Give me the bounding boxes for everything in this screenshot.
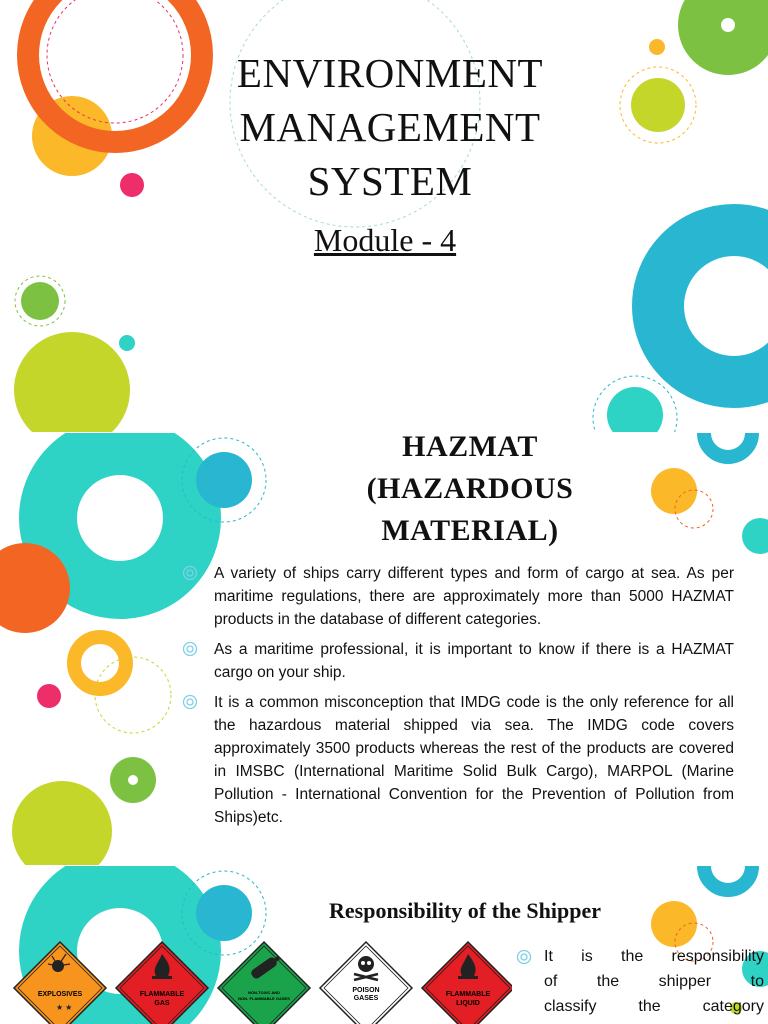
presentation-title — [180, 46, 600, 208]
title-line: HAZMAT — [402, 433, 538, 463]
bullet-text-line: It is the responsibility — [544, 948, 764, 965]
flammable-liquid-sign-diamond — [422, 942, 512, 1024]
bullet-text: A variety of ships carry different types and form of cargo at sea. As per maritime regulations, there are approximately more than 5000 HAZMAT products in the database of different categories. — [214, 565, 734, 628]
sign-label: NON-TOXIC AND — [248, 990, 280, 995]
bullet-text: It is a common misconception that IMDG code is the only reference for all the hazardous material shipped via sea. The IMDG code covers approximately 3500 products whereas the rest of the products are covered in IMSBC (International Maritime Solid Bulk Cargo), MARPOL (Marine Pollution - International Convention for the Prevention of Pollution from Ships)etc. — [214, 694, 734, 826]
flammable-gas-sign-icon — [116, 942, 208, 1024]
sign-label: LIQUID — [456, 1000, 480, 1007]
slide-1 — [0, 0, 768, 432]
bullet-text-line: classify the category — [544, 998, 764, 1015]
sign-label: EXPLOSIVES — [37, 991, 83, 998]
hazard-signs-row — [12, 940, 512, 1024]
shipper-responsibility-title: Responsibility of the Shipper — [329, 898, 601, 923]
non-flammable-gas-sign-diamond — [218, 942, 310, 1024]
poison-gas-sign-icon — [320, 942, 412, 1024]
explosives-sign-icon — [14, 942, 106, 1024]
title-line: MATERIAL) — [381, 514, 559, 547]
circle-bullet-icon — [182, 641, 198, 657]
sign-label: POISON — [352, 987, 380, 994]
title-line: (HAZARDOUS — [366, 472, 574, 505]
bullet-text: As a maritime professional, it is important to know if there is a HAZMAT cargo on your ship. — [214, 641, 734, 681]
svg-text:★ ★: ★ ★ — [56, 1003, 73, 1012]
module-subtitle: Module - 4 — [313, 222, 457, 258]
poison-gas-sign-diamond — [320, 942, 412, 1024]
circle-bullet-icon — [182, 565, 198, 581]
sign-label: NON- FLAMMABLE GASES — [238, 996, 290, 1001]
title-line: ENVIRONMENT — [236, 50, 544, 96]
circle-bullet-icon — [182, 694, 198, 710]
bullet-text-line: of the shipper to — [544, 973, 764, 990]
hazmat-title — [330, 433, 610, 552]
sign-label: GASES — [353, 995, 379, 1002]
title-line: SYSTEM — [307, 158, 473, 204]
sign-label: FLAMMABLE — [139, 991, 185, 998]
flammable-liquid-sign-icon — [422, 942, 512, 1024]
non-flammable-gas-sign-icon — [218, 942, 310, 1024]
list-item — [182, 638, 734, 684]
hazmat-bullet-list — [182, 562, 734, 836]
title-line: MANAGEMENT — [239, 104, 541, 150]
shipper-bullet — [514, 944, 764, 1019]
sign-label: FLAMMABLE — [445, 991, 491, 998]
circle-bullet-icon — [516, 949, 532, 965]
list-item — [182, 562, 734, 631]
sign-label: GAS — [154, 1000, 170, 1007]
list-item — [182, 691, 734, 829]
